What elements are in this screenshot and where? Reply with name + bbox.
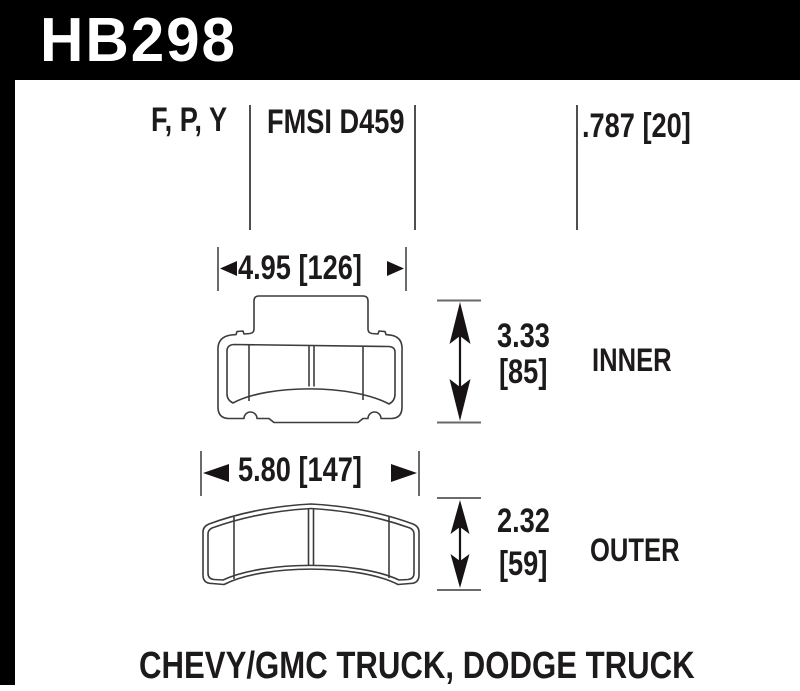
inner-height-value-mm: [85] <box>499 353 548 391</box>
outer-height-value-in: 2.32 <box>497 502 550 540</box>
outer-height-dimension <box>437 498 481 590</box>
outer-height-value-mm: [59] <box>499 545 548 583</box>
inner-pad-label: INNER <box>592 342 672 378</box>
outer-width-value: 5.80 [147] <box>238 451 362 489</box>
fmsi-label: FMSI D459 <box>267 103 405 141</box>
outer-pad-label: OUTER <box>590 532 680 568</box>
outer-pad-drawing <box>203 504 419 585</box>
dim-arrow-right-icon <box>391 464 417 482</box>
vehicle-applications: CHEVY/GMC TRUCK, DODGE TRUCK <box>139 645 695 687</box>
inner-height-dimension <box>437 301 481 423</box>
inner-height-value-in: 3.33 <box>497 317 550 355</box>
dim-arrow-left-icon <box>220 261 237 276</box>
dim-arrow-left-icon <box>203 464 229 482</box>
pad-thickness-label: .787 [20] <box>582 107 691 145</box>
inner-pad-drawing <box>218 296 402 423</box>
part-number: HB298 <box>40 6 237 75</box>
inner-width-value: 4.95 [126] <box>238 249 362 287</box>
compounds-label: F, P, Y <box>151 101 228 139</box>
